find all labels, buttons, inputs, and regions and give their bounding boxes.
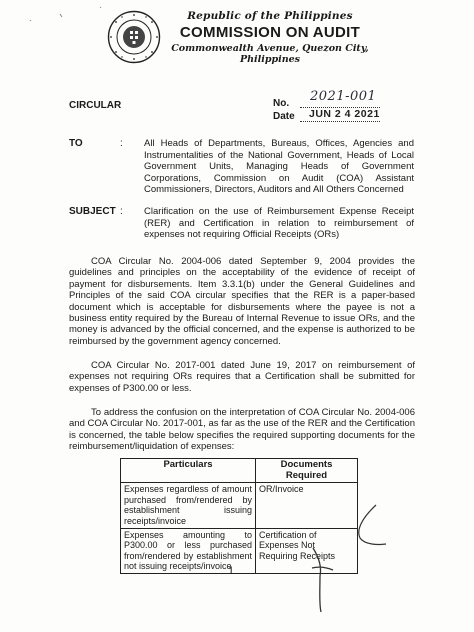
agency-name: COMMISSION ON AUDIT bbox=[179, 24, 361, 41]
circular-date-underline bbox=[300, 121, 380, 122]
body-paragraph-1: COA Circular No. 2004-006 dated September 9, 2004 provides the guidelines and principles on the acceptability of the evidence of receipt of payment for disbursements. Item 3.3.1(b) under the General Guidelines and Principles of the said COA circular specifies that the RER is a paper-based document which is acceptable for disbursements where the payee is not a business entity required by the Bureau of Internal Revenue to issue ORs, and the money is advanced by the official concerned, and the expense is authorized to be reimbursed by the government agency concerned. bbox=[69, 256, 415, 347]
table-header-row bbox=[121, 459, 358, 483]
to-colon: : bbox=[120, 138, 123, 149]
coa-seal-icon bbox=[107, 10, 161, 64]
required-documents-table bbox=[120, 458, 358, 574]
table-cell-documents: OR/Invoice bbox=[256, 483, 358, 528]
subject-colon: : bbox=[120, 206, 123, 217]
subject-text: Clarification on the use of Reimbursement Expense Receipt (RER) and Certification in relation to reimbursement of expenses not requiring Official Receipts (ORs) bbox=[144, 206, 414, 240]
table-row bbox=[121, 528, 358, 573]
table-header-documents-required: Documents Required bbox=[256, 459, 358, 483]
circular-number-label: No. bbox=[273, 98, 290, 109]
agency-address: Commonwealth Avenue, Quezon City, Philippines bbox=[171, 43, 369, 65]
table-header-particulars: Particulars bbox=[121, 459, 256, 483]
circular-label: CIRCULAR bbox=[69, 100, 122, 111]
circular-date-stamp: JUN 2 4 2021 bbox=[309, 108, 380, 120]
circular-number-value: 2021-001 bbox=[310, 89, 377, 104]
body-paragraph-2: COA Circular No. 2017-001 dated June 19, 2017 on reimbursement of expenses not requiring ORs requires that a Certification shall be submitted for expenses of P300.00 or less. bbox=[69, 360, 415, 394]
to-label: TO bbox=[69, 138, 83, 149]
page-number: 1 bbox=[228, 566, 235, 577]
republic-heading: Republic of the Philippines bbox=[187, 10, 353, 22]
table-cell-particulars: Expenses amounting to P300.00 or less purchased from/rendered by establishment not issuing receipts/invoice bbox=[121, 528, 256, 573]
to-addressees: All Heads of Departments, Bureaus, Offices, Agencies and Instrumentalities of the National Government, Heads of Local Government Units, Managing Heads of Government Corporations, Commission on Audit (COA) Assistant Commissioners, Directors, Auditors and All Others Concerned bbox=[144, 138, 414, 195]
body-paragraph-3: To address the confusion on the interpretation of COA Circular No. 2004-006 and COA Circular No. 2017-001, as far as the use of the RER and the Certification is concerned, the table below specifies the required supporting documents for the reimbursement/liquidation of expenses: bbox=[69, 407, 415, 453]
circular-date-label: Date bbox=[273, 111, 295, 122]
table-cell-documents: Certification of Expenses Not Requiring Receipts bbox=[256, 528, 358, 573]
table-cell-particulars: Expenses regardless of amount purchased from/rendered by establishment issuing receipts/invoice bbox=[121, 483, 256, 528]
subject-label: SUBJECT bbox=[69, 206, 116, 217]
table-row bbox=[121, 483, 358, 528]
